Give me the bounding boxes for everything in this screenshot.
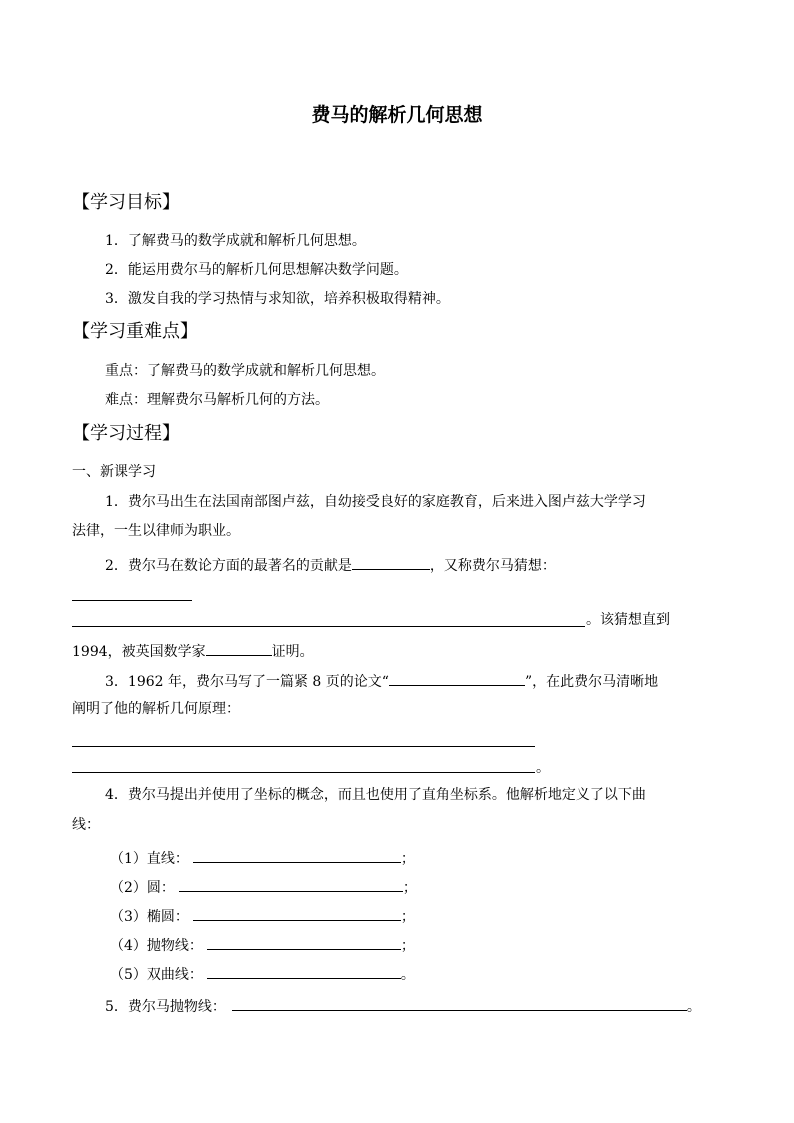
q5-blank[interactable] — [232, 996, 687, 1011]
q3-line2: 阐明了他的解析几何原理： — [72, 701, 240, 717]
curve-end: ； — [400, 851, 415, 867]
curve-end: ； — [402, 880, 417, 896]
q2-suffix: ，又称费尔马猜想： — [429, 558, 556, 574]
q3-answer-line-1[interactable] — [72, 746, 535, 747]
q4-line1: 4．费尔马提出并使用了坐标的概念，而且也使用了直角坐标系。他解析地定义了以下曲 — [105, 787, 646, 803]
curve-label: （5）双曲线： — [110, 967, 203, 983]
q4-line2: 线： — [72, 817, 100, 833]
section-heading-process: 【学习过程】 — [72, 423, 180, 444]
q3-suffix: ”，在此费尔马清晰地 — [524, 674, 659, 690]
section-heading-keypoints: 【学习重难点】 — [72, 321, 198, 342]
curve-item — [110, 877, 417, 895]
q1-line1: 1．费尔马出生在法国南部图卢兹，自幼接受良好的家庭教育，后来进入图卢兹大学学习 — [105, 494, 646, 510]
section-heading-goals: 【学习目标】 — [72, 192, 180, 213]
q2-year-suffix: 证明。 — [271, 644, 314, 660]
page-title: 费马的解析几何思想 — [311, 104, 483, 126]
q2-continue: 。该猜想直到 — [586, 612, 670, 628]
curve-blank[interactable] — [207, 935, 401, 950]
q2-answer-line-1[interactable] — [72, 600, 192, 601]
goal-item: 1．了解费马的数学成就和解析几何思想。 — [105, 233, 366, 249]
difficulty-point: 难点：理解费尔马解析几何的方法。 — [105, 392, 329, 408]
q2-line — [105, 555, 556, 573]
q2-year-prefix: 1994，被英国数学家 — [72, 644, 206, 660]
curve-label: （4）抛物线： — [110, 938, 203, 954]
curve-blank[interactable] — [193, 848, 401, 863]
curve-item — [110, 848, 415, 866]
q3-prefix: 3．1962 年，费尔马写了一篇紧 8 页的论文“ — [105, 674, 389, 690]
goal-item: 2．能运用费尔马的解析几何思想解决数学问题。 — [105, 262, 408, 278]
curve-blank[interactable] — [207, 964, 401, 979]
q2-prefix: 2．费尔马在数论方面的最著名的贡献是 — [105, 558, 352, 574]
curve-item — [110, 964, 415, 982]
q5-line — [105, 996, 701, 1014]
q3-line — [105, 671, 658, 689]
q2-answer-line-2[interactable] — [72, 626, 585, 627]
curve-end: ； — [400, 909, 415, 925]
curve-blank[interactable] — [179, 877, 403, 892]
q2-mathematician-blank[interactable] — [206, 641, 272, 656]
q1-line2: 法律，一生以律师为职业。 — [72, 523, 240, 539]
q5-end: 。 — [686, 999, 701, 1015]
q2-year-line — [72, 641, 314, 659]
q2-blank[interactable] — [352, 555, 430, 570]
curve-end: 。 — [400, 967, 415, 983]
q3-paper-blank[interactable] — [389, 671, 525, 686]
curve-label: （1）直线： — [110, 851, 189, 867]
focus-point: 重点：了解费马的数学成就和解析几何思想。 — [105, 363, 385, 379]
curve-item — [110, 935, 415, 953]
q3-end: 。 — [536, 760, 550, 776]
curve-label: （2）圆： — [110, 880, 175, 896]
curve-item — [110, 906, 415, 924]
goal-item: 3．激发自我的学习热情与求知欲，培养积极取得精神。 — [105, 291, 450, 307]
q3-answer-line-2[interactable] — [72, 772, 535, 773]
part1-heading: 一、新课学习 — [72, 464, 156, 480]
curve-end: ； — [400, 938, 415, 954]
curve-blank[interactable] — [193, 906, 401, 921]
curve-label: （3）椭圆： — [110, 909, 189, 925]
q5-label: 5．费尔马抛物线： — [105, 999, 226, 1015]
